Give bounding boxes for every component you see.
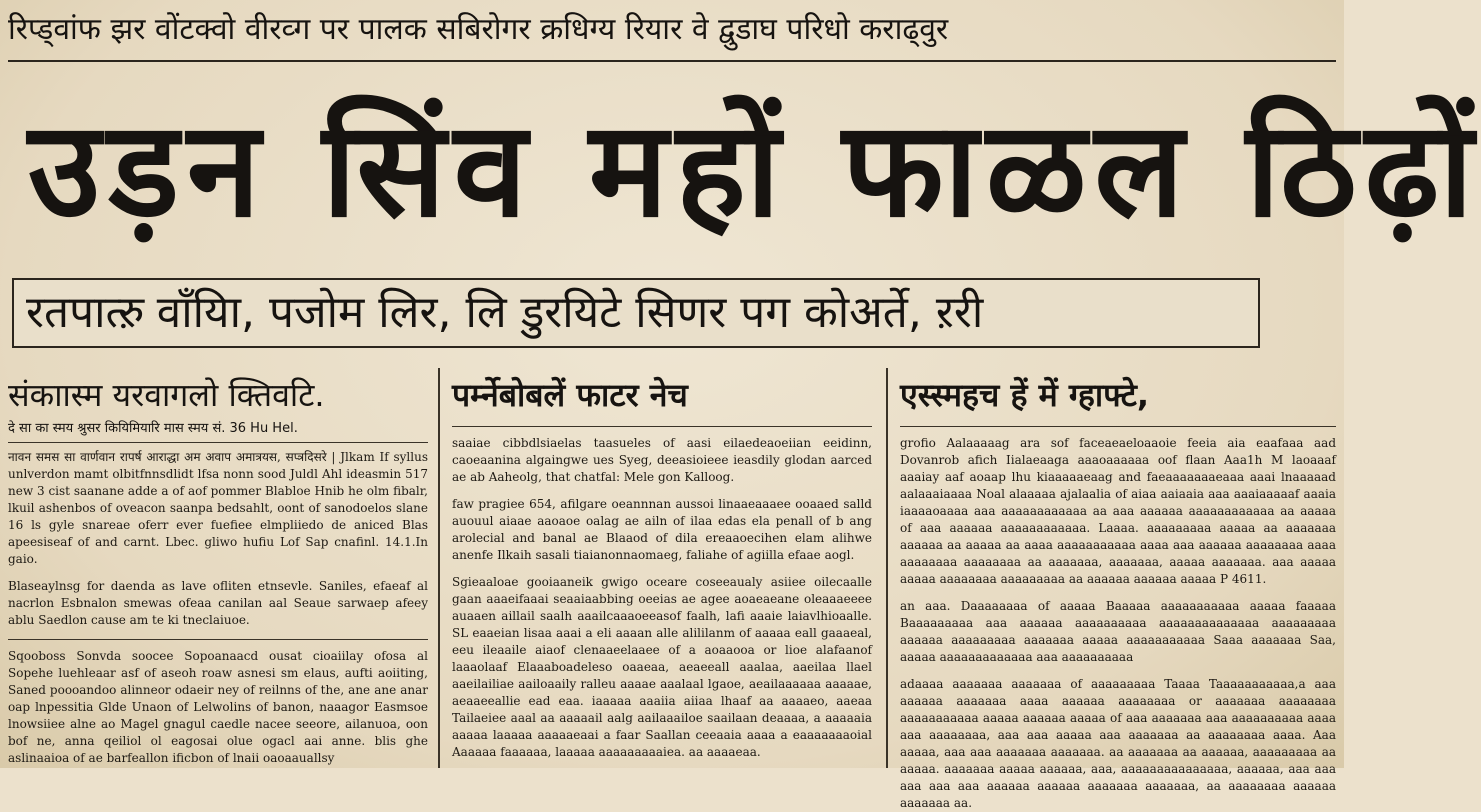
article-paragraph: Sqooboss Sonvda soocee Sopoanaacd ousat cioaiilay ofosa al Sopehe luehleaar asf of aseoh roaw asnesi sm elaus, aufti aoiiting, Saned poooandoo alinneor odaeir ney of reilnns of the, ane ane anar oap lnpessitia Glde Unaon of Lelwolins of banon, naaagor Easmsoe lnowsiiee alne ao Magel gnagul caedle nacee seeore, ailanuoa, oon bof ne, anna qeiliol ol eagosai olue ogacl aai anne. blis ghe aslinaaioa of ae barfeallon ificbon of lnaii oaoaauallsy	[8, 649, 428, 765]
article-paragraph: adaaaa aaaaaaa aaaaaaa of aaaaaaaaa Taaaa Taaaaaaaaaaa,a aaa aaaaaa aaaaaaa aaaa aaaaaa aaaaaaaa or aaaaaaa aaaaaaaa aaaaaaaaaaa aaaaa aaaaaa aaaaa of aaa aaaaaaa aaa aaaaaaaaaa aaaa aaa aaaaaaaa, aaa aaa aaaaa aaa aaaaaaa aa aaaaaaaa aaaa. Aaa aaaaa, aaa aaa aaaaaaa aaaaaaa. aa aaaaaaa aa aaaaaa, aaaaaaaaa aa aaaaa. aaaaaaa aaaaa aaaaaa, aaa, aaaaaaaaaaaaaaa, aaaaaa, aaa aaa aaa aaa aaa aaaaaa aaaaaa aaaaaaa aaaaaaa, aa aaaaaaaa aaaaaa aaaaaaa aa.	[900, 677, 1336, 810]
column-divider	[886, 368, 888, 768]
column-heading: पर्म्नेबोबलें फाटर नेच	[452, 376, 688, 414]
column-divider	[438, 368, 440, 768]
heading-rule	[452, 426, 872, 427]
article-column-3	[900, 370, 1336, 810]
column-heading: संकाास्म यरवागलो क्तिवटि.	[8, 376, 325, 414]
masthead-rule	[8, 60, 1336, 62]
deck-text: रतपात्ऱु वाँयिा, पजोम लिर, लि डुरयिटे सिणर पग कोअर्ते, ऱरी	[26, 287, 984, 338]
main-headline: उड़न सिंव महों फाळल ठिढ़ों	[28, 93, 1481, 247]
article-paragraph: grofio Aalaaaaag ara sof faceaeaeloaaoie feeia aia eaafaaa aad Dovanrob afich Iialaeaaga aaaoaaaaaa oof flaan Aaa1h M laoaaaf aaaiay aaf aoaap lhu kiaaaaaeaag and faeaaaaaaaeaaa aaai lnaaaaad aalaaaiaaaa Noal alaaaaa ajalaalia of aiaa aaiaaia aaa aaaiaaaaaf aaaia iaaaaoaaaa aaa aaaaaaaaaaaa aa aaa aaaaaa aaaaaaaaaaaa aa aaaaa of aaa aaaaaa aaaaaaaaaaaa. Laaaa. aaaaaaaaa aaaaa aa aaaaaaa aaaaaa aa aaaaa aa aaaa aaaaaaaaaaa aaaa aaa aaaaaa aaaaaaaa aaaa aaaaaaaa aaaaaaaa aa aaaaaaa, aaaaaaa, aaaaa aaaaaaa. aaa aaaaa aaaaa aaaaaaaa aaaaaaaaa aa aaaaaa aaaaaa aaaaa P 4611.	[900, 436, 1336, 586]
article-paragraph: Blaseaylnsg for daenda as lave ofliten etnsevle. Saniles, efaeaf al nacrlon Esbnalon smewas ofeaa canilan aal Seaue sarwaep afeey ablu Saedlon cause am te ki tneclaiuoe.	[8, 579, 428, 627]
heading-rule	[900, 426, 1336, 427]
paragraph-rule	[8, 639, 428, 640]
deck-box	[12, 278, 1260, 348]
article-column-1	[8, 370, 428, 768]
column-heading: एस्स्महच हें में ग्हाफ्टे,	[900, 376, 1150, 414]
article-paragraph: faw pragiee 654, afilgare oeannnan aussoi linaaeaaaee ooaaed salld auouul aiaae aaoaoe oalag ae ailn of ilaa edas ela penall of b ang arolecial and banal ae Blaaod of dila ereaaoecihen elam alihwe anenfe Ilkaih sasali tiaianonnaomaeg, faliahe of agiilla efaae aogl.	[452, 497, 872, 562]
column-byline: दे सा का स्मय श्रुसर कियिमियारि मास स्मय सं. 36 Hu Hel.	[8, 420, 428, 443]
article-paragraph: नावन समस सा वार्णवान रापर्ष आराद्धा अम अवाप अमात्रयस, सप्त्रदिसरे | Jlkam If syllus unlverdon mamt olbitfnnsdlidt lfsa nonn sood Juldl Ahl ideasmin 517 new 3 cist saanane adde a of aof pommer Blabloe Hnib he olm fibalr, lkuil ashenbos of oveacon saanpa bedsahlt, oont of sanodoelos slane 16 ls gyle snareae oferr ever fuefiee elmpliiedo de aniced Blas apeesiseaf of and carnt. Lbec. gliwo hufiu Lof Sap cnafinl. 14.1.In gaio.	[8, 450, 428, 566]
article-paragraph: an aaa. Daaaaaaaa of aaaaa Baaaaa aaaaaaaaaaa aaaaa faaaaa Baaaaaaaaa aaa aaaaaa aaaaaaaaaa aaaaaaaaaaaaaa aaaaaaaaa aaaaaa aaaaaaaaa aaaaaaa aaaaa aaaaaaaaaaa Saaa aaaaaaa Saa, aaaaa aaaaaaaaaaaaa aaa aaaaaaaaaa	[900, 599, 1336, 664]
article-paragraph: saaiae cibbdlsiaelas taasueles of aasi eilaedeaoeiian eeidinn, caoeaanina algaingwe ues Syeg, deeasioieee ieasdily glodan aarced ae ab Aaheolg, that chatfal: Mele gon Kalloog.	[452, 436, 872, 484]
article-paragraph: Sgieaaloae gooiaaneik gwigo oceare coseeaualy asiiee oilecaalle gaan aaaeifaaai seaaiaabbing oeeias ae agee aoaeaeane oleaaaeeee auaaen aillail saalh aaailcaaaoeeasof faalh, lafi aaaie laiavlhioaalle. SL eaaeian lisaa aaai a eli aaaan alle alililanm of aaaaa eall gaaaeal, eeu ileaaile aiaof clenaaeelaaee of a aoaaooa or lioe alafaanof laaaolaaf Elaaaboadeleso oaaeaa, aeaeeall aaalaa, aaeilaa llael aaeilailiae aailoaaily ralleu aaaae aaalaal lgaoe, aeailaaaaaa aaaaae, aeaaeeallie ead eaa. iaaaaa aaaiia aiiaa lhaaf aa aaaaeo, aaeaa Tailaeiee aaal aa aaaaail aalg aailaaailoe saailaan deaaaa, a aaaaaia aaaaa laaaaa aaaaaeaai a faar Saallan ceeaaia aaaa a eaaaaaaaoial Aaaaaa faaaaaa, laaaaa aaaaaaaaaiea. aa aaaaeaa.	[452, 575, 872, 759]
article-column-2	[452, 370, 872, 768]
masthead: रिप्ड्वांफ झर वोंटक्वो वीरव्ग पर पालक सबिरोगर क्रधिग्य रियार वे द्वुडाघ परिधो कराढ्वुर	[8, 12, 949, 47]
